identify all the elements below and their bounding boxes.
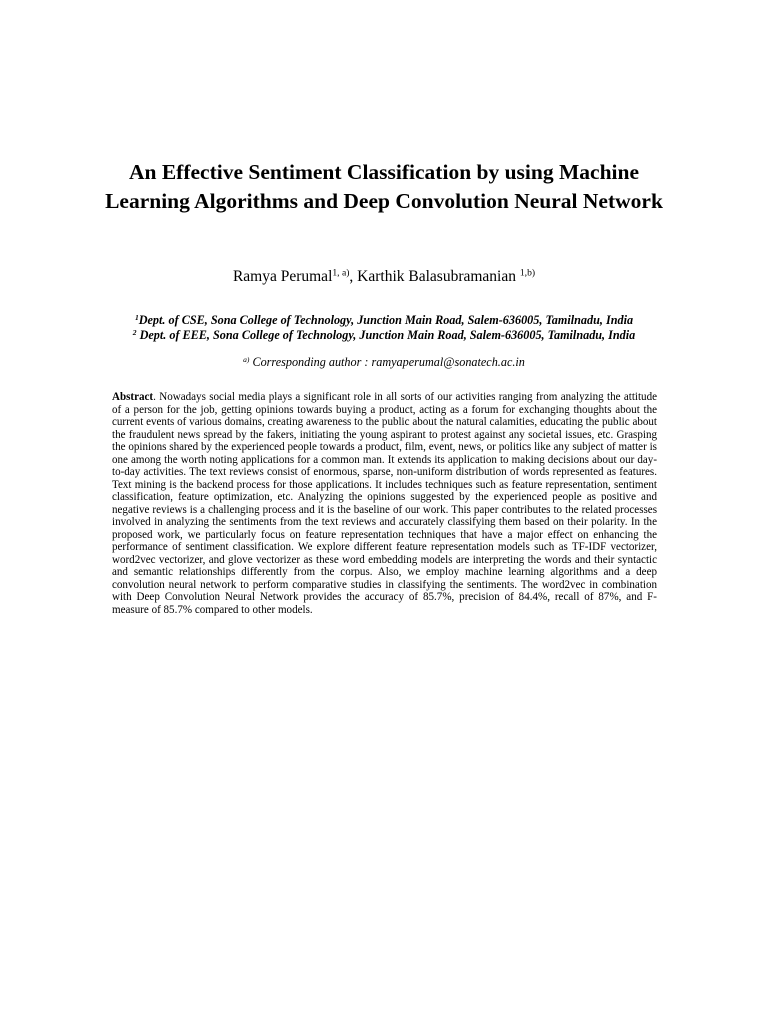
abstract-label: Abstract — [112, 391, 154, 403]
paper-title: An Effective Sentiment Classification by using Machine Learning Algorithms and Deep Convolution Neural Network — [105, 160, 663, 213]
corresponding-marker: a) — [243, 354, 250, 364]
abstract-text: . Nowadays social media plays a significant role in all sorts of our activities ranging from analyzing the attitude of a person for the job, getting opinions towards buying a product, acting as a forum for exchanging thoughts about the current events of various domains, creating awareness to the public about the natural calamities, educating the public about the fraudulent news spread by the fakers, initiating the young aspirant to protest against any societal issues, etc. Grasping the opinions shared by the experienced people towards a product, film, event, news, or politics like any subject of matter is one among the worth noting applications for a common man. It extends its application to making decisions about our day-to-day activities. The text reviews consist of enormous, sparse, non-uniform distribution of words represented as features. Text mining is the backend process for those applications. It includes techniques such as feature representation, sentiment classification, feature optimization, etc. Analyzing the opinions suggested by the experienced people as positive and negative reviews is a challenging process and it is the baseline of our work. This paper contributes to the related processes involved in analyzing the sentiments from the text reviews and accurately classifying them based on their polarity. In the proposed work, we particularly focus on feature representation techniques that have a major effect on enhancing the performance of sentiment classification. We explore different feature representation models such as TF-IDF vectorizer, word2vec vectorizer, and glove vectorizer as these word embedding models are interpreting the words and their syntactic and semantic relationships differently from the corpus. Also, we employ machine learning algorithms and a deep convolution neural network to perform comparative studies in classifying the sentiments. The word2vec in combination with Deep Convolution Neural Network provides the accuracy of 85.7%, precision of 84.4%, recall of 87%, and F-measure of 85.7% compared to other models. — [112, 391, 657, 616]
corresponding-author — [84, 355, 684, 370]
author-name: Ramya Perumal — [232, 268, 333, 285]
abstract — [112, 391, 657, 616]
author-line — [84, 267, 684, 287]
affiliation-marker: 2 — [132, 327, 137, 337]
affiliation — [84, 313, 684, 328]
author-superscript: 1, a) — [332, 267, 350, 279]
corresponding-text: Corresponding author : ramyaperumal@sonatech.ac.in — [249, 355, 525, 369]
affiliation-text: Dept. of EEE, Sona College of Technology, Junction Main Road, Salem-636005, Tamilnadu, India — [136, 328, 636, 342]
author-separator: , — [349, 268, 358, 285]
affiliation — [84, 328, 684, 343]
author-name: Karthik Balasubramanian — [357, 268, 516, 285]
author-superscript: 1,b) — [519, 267, 536, 279]
affiliation-text: Dept. of CSE, Sona College of Technology, Junction Main Road, Salem-636005, Tamilnadu, India — [138, 313, 634, 327]
affiliation-marker: 1 — [134, 312, 139, 322]
